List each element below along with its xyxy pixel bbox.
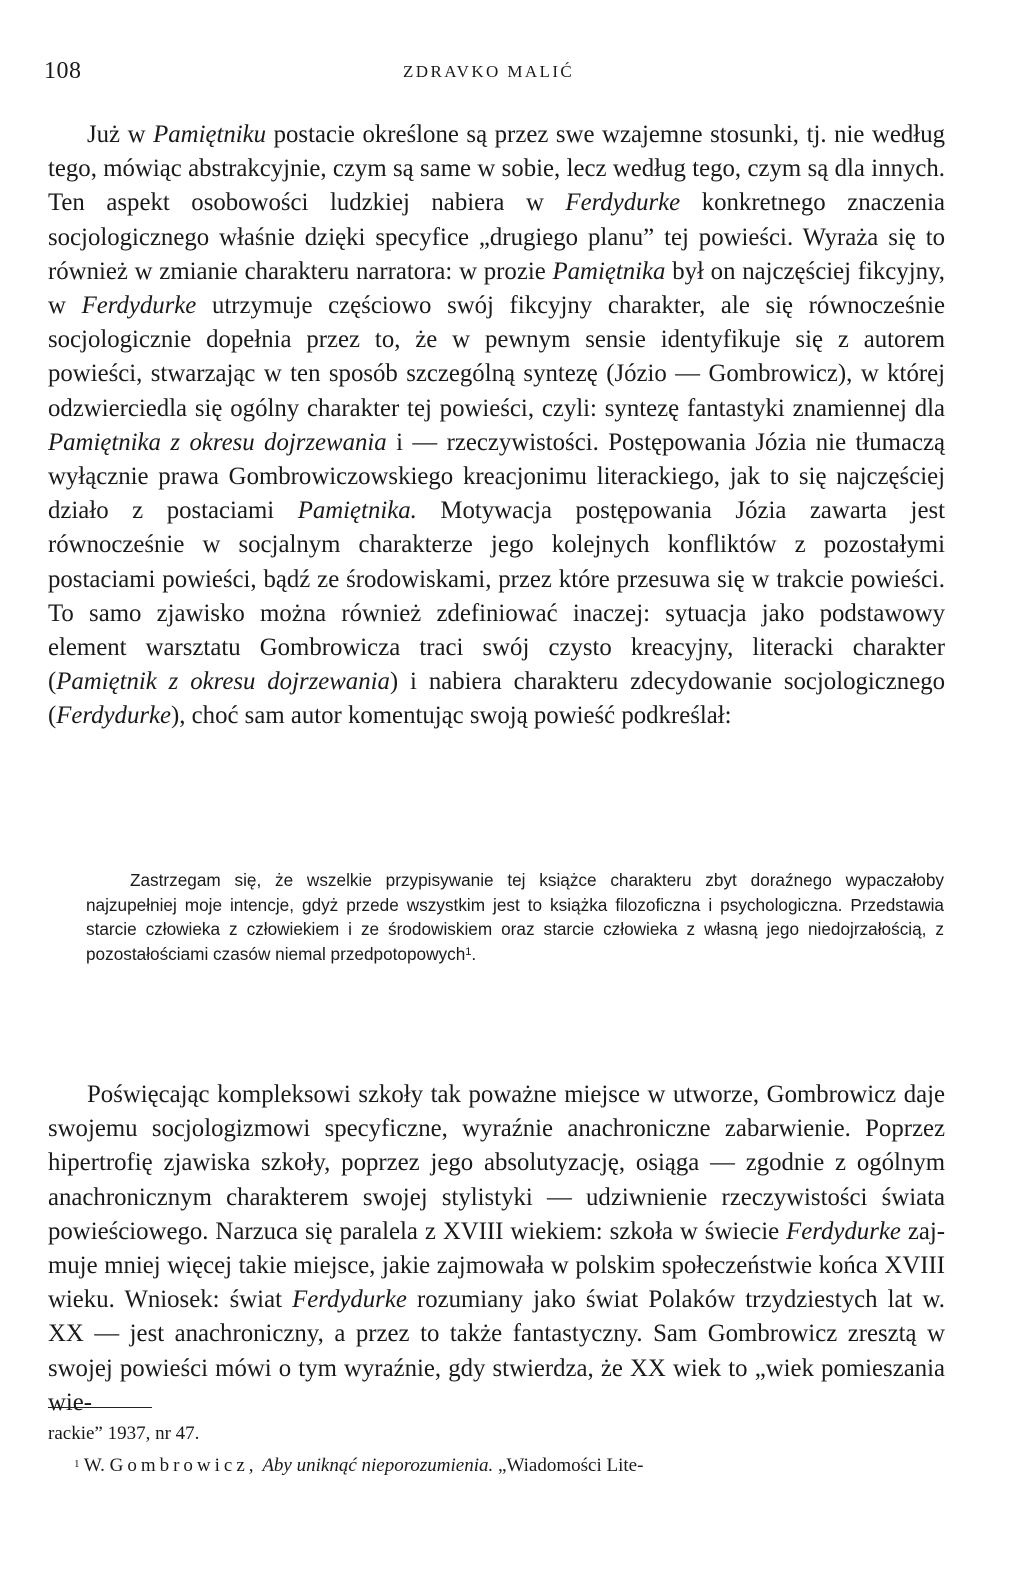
- title-italic: Pamiętnika.: [297, 497, 417, 525]
- title-italic: Ferdydurke: [786, 1217, 901, 1245]
- text-run: utrzymuje częściowo swój fikcyjny charakter, ale się równocześnie socjologicznie dopełnia przez to, że w pewnym sensie identyfikuje się z autorem powieści, stwarzając w ten sposób szczególną syntezę (Józio — Gombrowicz), w której odzwierciedla się ogólny charakter tej powieści, czyli: syntezę fantastyki znamiennej dla: [48, 292, 945, 422]
- title-italic: Ferdydurke: [81, 292, 197, 320]
- title-italic: Aby uniknąć nieporozumienia.: [262, 1455, 494, 1476]
- author-name: Gombrowicz,: [109, 1455, 258, 1476]
- title-italic: Ferdydurke: [292, 1286, 407, 1314]
- title-italic: Pamiętnika: [552, 257, 666, 285]
- text-run: Poświęcając kompleksowi szkoły tak poważne miejsce w utworze, Gombrowicz daje swojemu socjologizmowi specyficzne, wyraźnie anachroniczne zabarwienie. Poprzez hipertrofię zjawiska szkoły, poprzez jego absolutyzację, osiąga — zgodnie z ogólnym anachronicznym charakterem swojej stylistyki — udziwnienie rzeczywistości świata powieściowego. Narzuca się paralela z XVIII wiekiem: szkoła w świecie: [48, 1081, 945, 1245]
- body-paragraph: [48, 118, 945, 734]
- text-run: W.: [79, 1455, 110, 1476]
- text-run: Już w: [87, 121, 154, 148]
- footnote-ref: 1: [465, 945, 472, 958]
- text-run: Motywacja postępowania Józia zawarta jest równocześnie w socjalnym charakterze jego kolejnych konfliktów z pozostałymi postaciami powieści, bądź ze środowiskami, przez które przesuwa się w trakcie powieści. To samo zjawisko można również zdefiniować inaczej: sytuacja jako podstawowy element warsztatu Gombrowicza traci swój czysto kreacyjny, literacki charakter (: [48, 497, 945, 696]
- title-italic: Pamiętnika z okresu dojrzewania: [48, 428, 387, 456]
- footnotes: [48, 1418, 945, 1482]
- footnote-1: [48, 1450, 945, 1482]
- quote-text: .: [471, 943, 477, 964]
- text-run: rozumiany jako świat Polaków trzydziestych lat w. XX — jest anachroniczny, a przez to także fantastyczny. Sam Gombrowicz zresztą w swojej powieści mówi o tym wyraźnie, gdy stwierdza, że XX wiek to „wiek pomieszania wie-: [48, 1286, 946, 1416]
- text-run: ), choć sam autor komentując swoją powieść podkreślał:: [171, 702, 732, 730]
- body-paragraph: [48, 1078, 945, 1420]
- text-run: „Wiadomości Lite-: [493, 1455, 644, 1476]
- running-head: ZDRAVKO MALIĆ: [403, 62, 575, 81]
- text-run: był on najczęściej fikcyjny, w: [48, 257, 945, 320]
- text-run: i — rzeczywistości. Postępowania Józia nie tłumaczą wyłącznie prawa Gombrowiczowskiego kreacjonimu literackiego, jak to się najczęściej działo z postaciami: [48, 428, 945, 525]
- title-italic: Pamiętniku: [153, 121, 267, 148]
- title-italic: Ferdydurke: [56, 702, 172, 730]
- text-run: ) i nabiera charakteru zdecydowanie socjologicznego (: [48, 668, 945, 730]
- footnote-divider: [48, 1407, 152, 1408]
- block-quote: [86, 868, 944, 966]
- quote-text: Zastrzegam się, że wszelkie przypisywanie tej książce charakteru zbyt doraźnego wypaczałoby najzupełniej moje intencje, gdyż przede wszystkim jest to książka filozoficzna i psychologiczna. Przedstawia starcie człowieka z człowiekiem i ze środowiskiem oraz starcie człowieka z własną jego niedojrzałością, z pozostałościami czasów niemal przedpotopowych: [86, 870, 944, 964]
- title-italic: Ferdydurke: [565, 189, 681, 217]
- page-number: 108: [44, 58, 82, 84]
- text-run: postacie określone są przez swe wzajemne stosunki, tj. nie według tego, mówiąc abstrakcyjnie, czym są same w sobie, lecz według tego, czym są dla innych. Ten aspekt osobowości ludzkiej nabiera w: [48, 121, 945, 217]
- title-italic: Pamiętnik z okresu dojrzewania: [56, 668, 390, 696]
- text-run: zajmuje mniej więcej takie miejsce, jakie zajmowała w polskim społeczeństwie końca XVIII wieku. Wniosek: świat: [48, 1217, 946, 1314]
- footnote-continuation: rackie” 1937, nr 47.: [48, 1423, 200, 1444]
- footnote-number: 1: [74, 1458, 80, 1470]
- text-run: konkretnego znaczenia socjologicznego właśnie dzięki specyfice „drugiego planu” tej powieści. Wyraża się to również w zmianie charakteru narratora: w prozie: [48, 189, 945, 285]
